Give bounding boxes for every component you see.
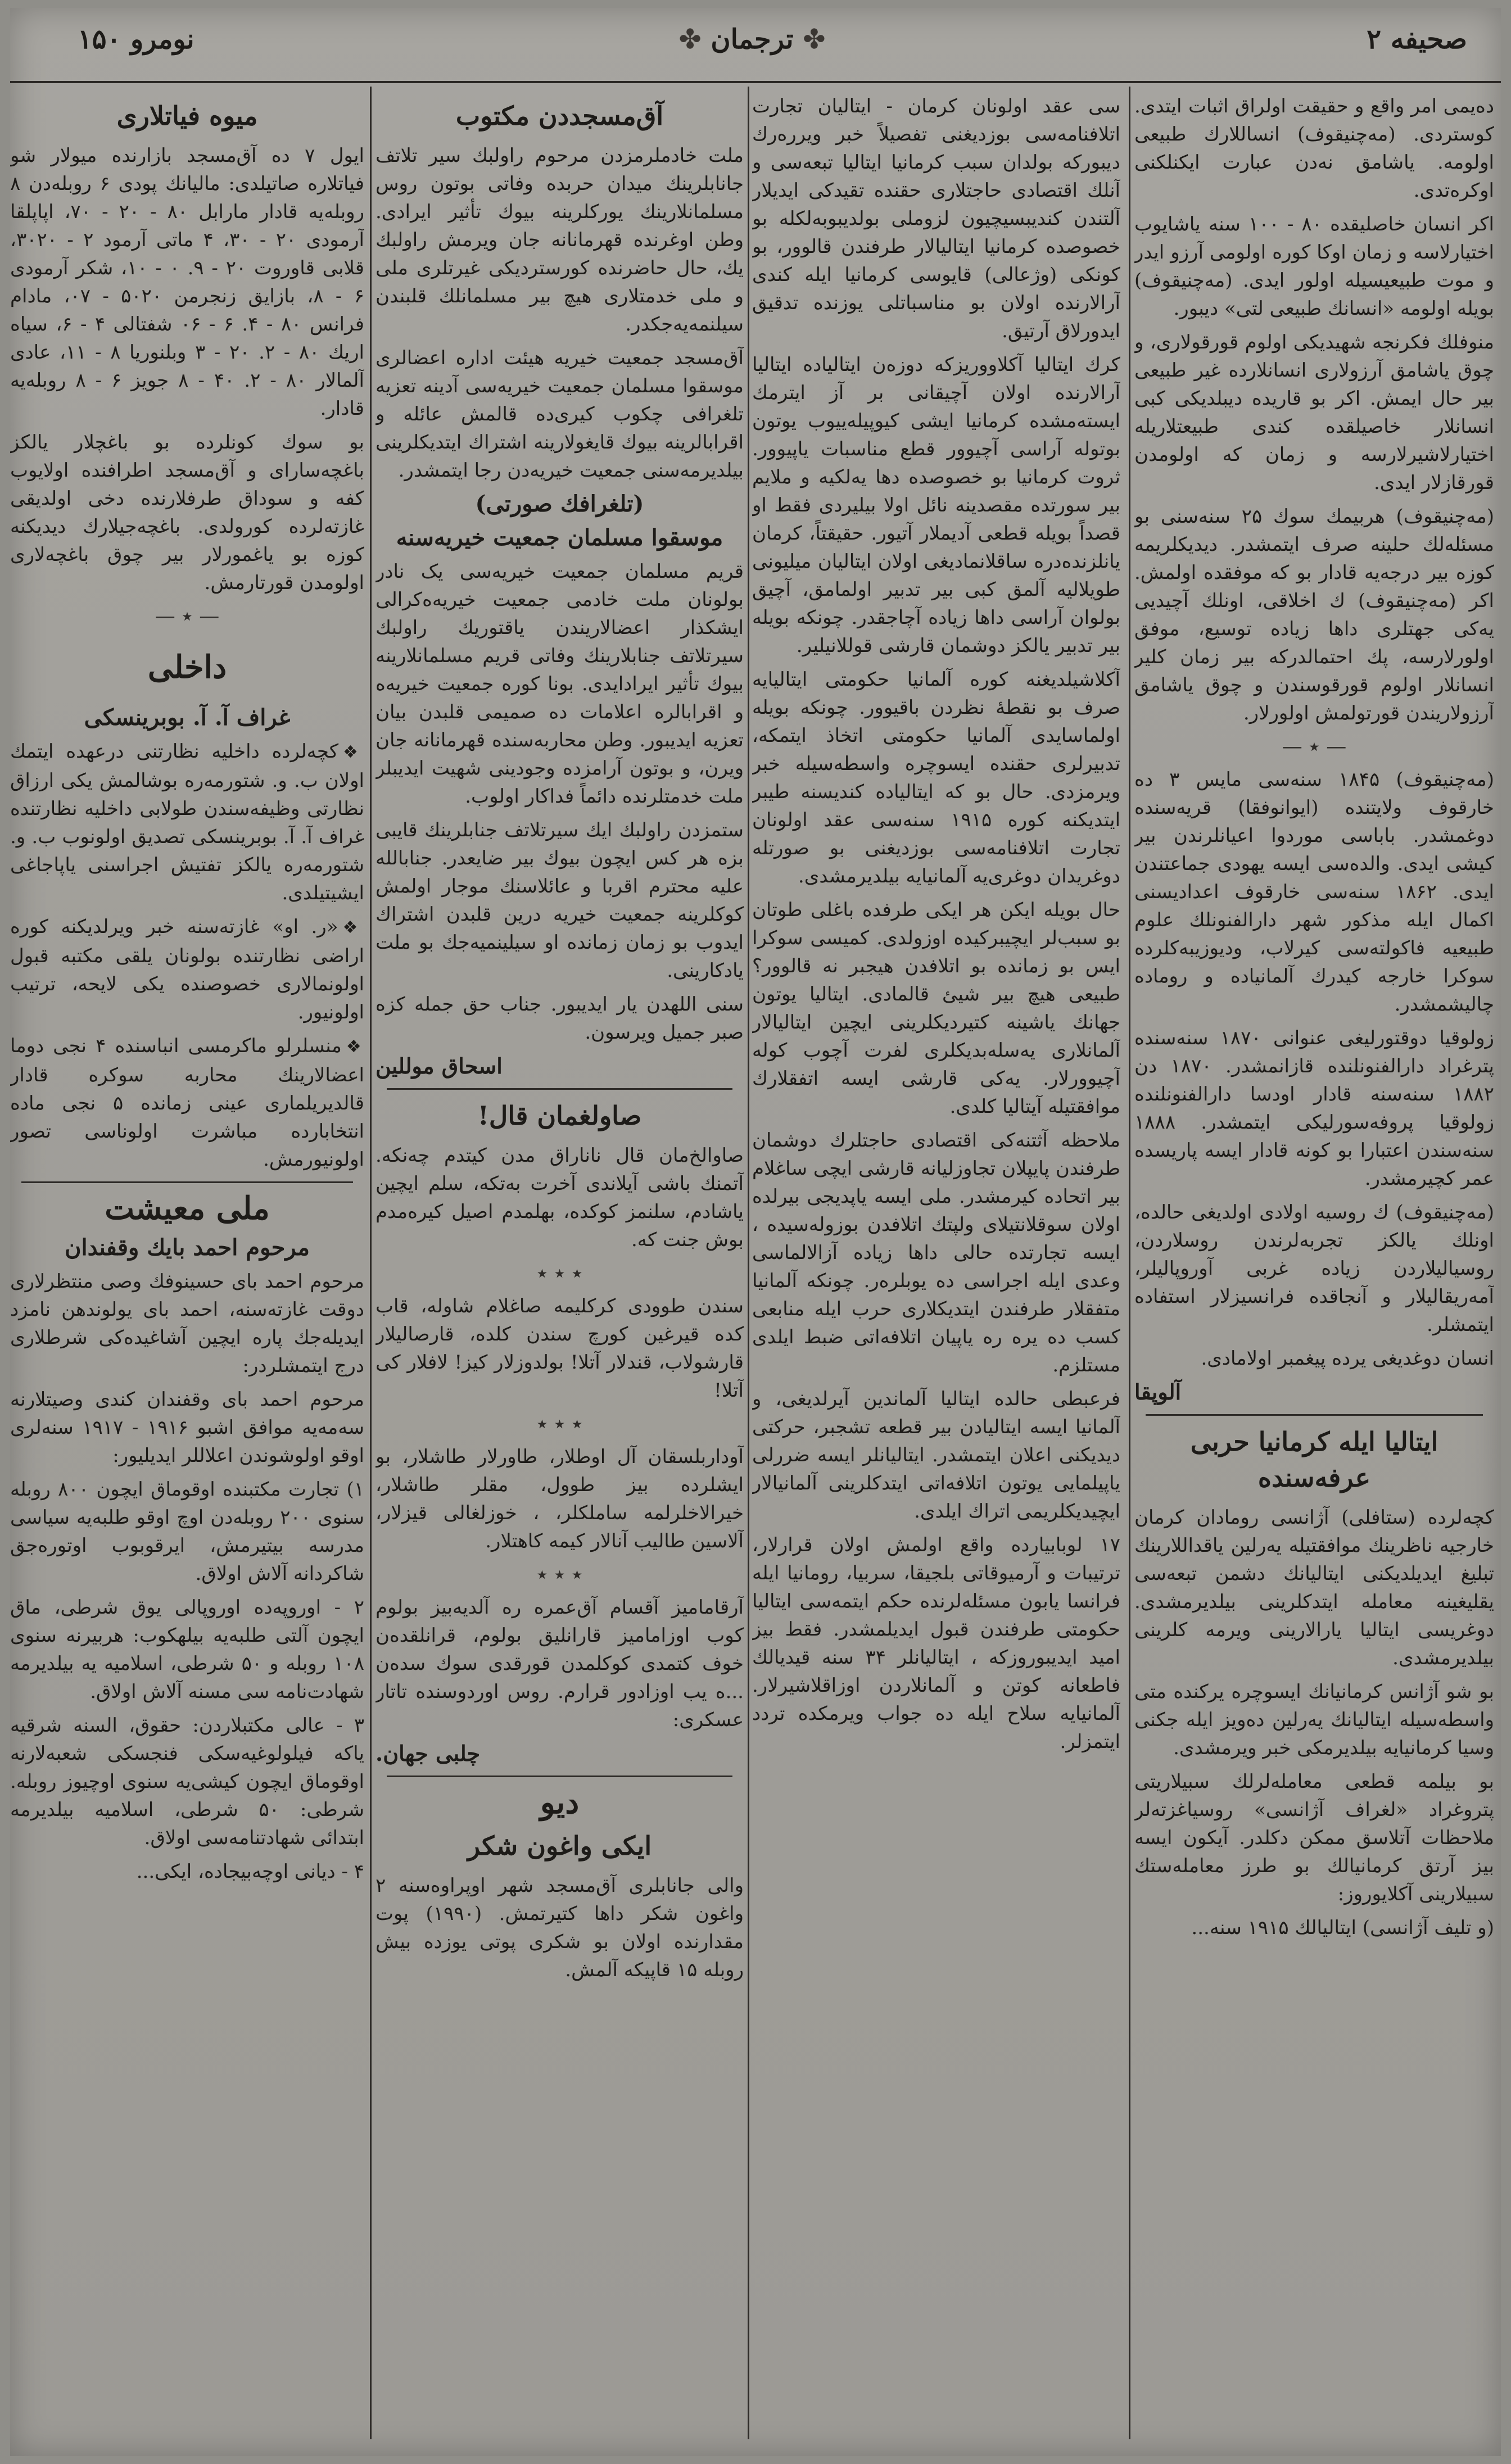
article-headline: میوه فیاتلاری: [116, 101, 258, 131]
separator: ٭ ٭ ٭: [536, 1563, 583, 1586]
divider: [387, 1088, 732, 1090]
paragraph: ۳ - عالی مکتبلاردن: حقوق، السنه شرقیه یاکه فیلولوغیه‌سکی فنجسکی شعبه‌لارنه اوقوماق ایچون کیشی‌یه سنوی اوچیوز روبله. شرطی: ۵۰ شرطی، اسلامیه بیلدیرمه ابتدائی شهادتنامه‌سی اولاق.: [10, 1714, 364, 1849]
paragraph: (مه‌چنیقوف) ۱۸۴۵ سنه‌سی مایس ۳ ده خارقوف ولایتنده (ایوانوفقا) قریه‌سنده دوغمشدر. باباسی موردوا اعیانلرندن بیر کیشی ایدی. والده‌سی ایسه یهودی جماعتندن ایدی. ۱۸۶۲ سنه‌سی خارقوف اعدادیسنی اکمال ایله مذکور شهر دارالفنونلك علوم طبیعیه فاکولته‌سی کیرلاب، ودیوزیبه‌کلرده سوکرا خارجه کیدرك آلمانیاده و روماده چالیشمشدر.: [1134, 768, 1494, 1016]
paragraph: ایول ۷ ده آق‌مسجد بازارنده میولار شو فیاتلاره صاتیلدی: مالیانك پودی ۶ روبله‌دن ۸ روبله‌یه قادار مارابل ۸۰ - ۲۰ - ۷۰، اپاپلقا آرمودی ۲۰ - ۳۰، ۴ ماتی آرمود ۲ - ۳۰۲۰، قلابی قاوروت ۲۰ - ۹. ۰ - ۱۰، شکر آرمودی ۶ - ۸، بازایق زنجرمن ۵۰۲۰ - ۰۷، مادام فرانس ۸۰ - ۴. ۶ - ۰۶ شفتالی ۴ - ۶، سیاه اریك ۸۰ - ۲. ۲۰ - ۳ وبلنوریا ۸ - ۱۱، عادی آلمالار ۸۰ - ۲. ۴۰ - ۸ جویز ۶ - ۸ روبله‌یه قادار.: [10, 144, 364, 420]
paragraph: [10, 737, 364, 907]
column-1: [1134, 92, 1494, 2434]
paragraph: کرك ایتالیا آکلاووریزکه دوزه‌ن ایتالیاده ایتالیا آرالارنده اولان آچیقانی بر آز ایترمك ایسته‌مشده کرمانیا ایشی کیوپیله‌ییوب یوتون بوتوله آراسی آچیوور قطع مناسبات یاپیوور. ثروت کرمانیا بو خصوصده دها یه‌لکیه و ملایم بیر سورتده مقصدینه نائل اولا بیلیردی فقط او قصداً بویله قطعی آدیملار آتیور. حقیقتاً، کرمان یانلزنده‌دره ساقلانمادیغی اولان ایتالیان میلیونی طویلالیه آلمق کبی بیر تدبیر اولمامق، آچیق بولوان آراسی داها زیاده آچاجقدر. چونکه بویله بیر تدبیر یالکز دوشمان قارشی قوللانیلیر.: [752, 354, 1120, 657]
poem-stanza: آرقامامیز آقسام آق‌عمره ره آلدیه‌بیز بولوم کوب اوزامامیز قارانلیق بولوم، قرانلقده‌ن خوف کتمدی کوکلمدن قورقدی سوك سده‌ن ...ه یب اوزادور قرارم. روس اوردوسنده تاتار عسکری:: [376, 1596, 744, 1731]
paragraph: ملاحظه آثتنه‌کی اقتصادی حاجتلرك دوشمان طرفندن پایپلان تجاوزلیانه قارشی ایچی ساغلام بیر اتحاده کیرمشدر. ملی ایسه یاپدیجی بیرلده اولان سوقلانتیلای ولپتك اتلافدن بوزوله‌سیده ، ایسه تجارتده حالی داها زیاده آزالالماسی وعدی ایله اجراسی ده یوبلره‌ر. چونکه آلمانیا متفقلار طرفندن ایتدیکلاری حرب ایله منابعی کسب ده یره ره یاپیان اتلافه‌اتی ضبط ایلدی مستلزم.: [752, 1129, 1120, 1376]
paragraph: بو شو آژانس کرمانیانك ایسوچره یرکنده متی واسطه‌سیله ایتالیانك یه‌رلین ده‌ویز ایله جکنی وسیا کرمانیایه بیلدیرمکی خبر ویرمشدی.: [1134, 1681, 1494, 1759]
section-heading: دیو: [540, 1784, 580, 1821]
paragraph: آق‌مسجد جمعیت خیریه هیئت اداره اعضالری موسقوا مسلمان جمعیت خیریه‌سی آدینه تعزیه تلغرافی چکوب کیری‌ده قالمش عائله و اقرابالرینه بیوك قایغولارینه اشتراك ایتدیکلرینی بیلدیرمه‌سنی جمعیت خیریه‌دن رجا ایتمشدر.: [376, 347, 744, 482]
paragraph: قریم مسلمان جمعیت خیریه‌سی یک نادر بولونان ملت خادمی جمعیت خیریه‌ه‌کرالی ایشکذار اعضالاریندن یاقتوریك راولبك سیرتلاتف جنابلارینك وفاتی قریم مسلمانلارینه بیوك تأثیر ایرادایدی. بونا کوره جمعیت خیریه‌ه و اقرابالره اعلامات ده صمیمی قلبدن بیان تعزیه ایدیبور. وطن محاربه‌سنده قهرمانانه جان ویرن، و بوتون آرامزده وجودینی شهیت ایدیبلر ملت خدمتلرنده دائماً فداکار اولوب.: [376, 560, 744, 808]
ornament-icon: ✤: [678, 24, 702, 55]
paragraph: فرعبطی حالده ایتالیا آلماندین آیرلدیغی، و آلمانیا ایسه ایتالیادن بیر قطعه تشجبر، حرکتی دیدیکنی اعلان ایتمشدر. ایتالیانلر ایسه ضررلی یاپیلمایی یوتون اتلافه‌اتی ایتدکلرینی آلمانیالار ایچیدیکلریمی اتراك ایلدی.: [752, 1388, 1120, 1523]
paragraph: ۱) تجارت مکتبنده اوقوماق ایچون ۸۰۰ روبله سنوی ۲۰۰ روبله‌دن اوچ اوقو طلبه‌یه‌ سیاسی مدرسه بیتیرمش، ایرقوبوب اوتوره‌جق شاکردانه آلاش اولاق.: [10, 1478, 364, 1585]
paragraph: مرحوم احمد بای حسینوفك وصی منتظرلاری دوقت غازته‌سنه، احمد بای یولوندهن نامزد ایدیله‌جك پاره ایچین آشاغیده‌کی شرطلاری درج ایتمشلردر:: [10, 1270, 364, 1377]
poem-stanza: سندن طوودی کرکلیمه صاغلام شاوله، قاب کده قیرغین کورچ سندن کلده، قارصالیلار قارشولاب، قندلار آتلا! بولدوزلار کیز! لافلار کی آتلا!: [376, 1295, 744, 1402]
column-3: [376, 92, 744, 2434]
poem-stanza: صاوالخ‌مان قال ناناراق مدن کیتدم چه‌نکه. آتمنك باشی آیلاندی آخرت به‌تکه، سلم ایچین یاشادم، سلنمز کوکده، بهلمدم اصیل کیره‌مدم بوش جنت که.: [376, 1144, 744, 1251]
author-signature: آلوپقا: [1134, 1379, 1182, 1405]
paragraph: والی جانابلری آق‌مسجد شهر اوپراوه‌سنه ۲ واغون شکر داها کتیرتمش. (۱۹۹۰) پوت مقدارنده اولان بو شکری پوتی یوزده بیش روبله ۱۵ قاپیکه آلمش.: [376, 1874, 744, 1981]
masthead: [10, 8, 1501, 83]
separator: — ٭ —: [155, 605, 220, 628]
bullet-icon: ❖: [342, 918, 364, 937]
column-rule: [370, 87, 372, 2439]
paragraph: (و تلیف آژانسی) ایتالیالك ۱۹۱۵ سنه...: [1191, 1917, 1494, 1939]
paragraph: ده‌یمی امر واقع و حقیقت اولراق اثبات ایتدی. کوستردی. (مه‌چنیقوف) انساللارك طبیعی اولومه. یاشامق نه‌دن عبارت ایکنلکنی اوکره‌تدی.: [1134, 95, 1494, 202]
paragraph: سی عقد اولونان کرمان - ایتالیان تجارت اتلافنامه‌سی بوزدیغنی تفصیلاً خبر ویرره‌رك دیبورکه بولدان سبب کرمانیا ایتالیا تبعه‌سی و آنلك اقتصادی حاجتلاری حقنده تقیدکی ایدیلار آلتندن کندیبسیچیون لزوملی بولدیبوبه‌لکله بو خصوصده کرمانیا ایتالیالار طرفندن قالوور، بو کونکی (وژعالی) قایوسی کرمانیا ایله کندی آرالارنده اولان بو مناسباتلی یوزنده تدقیق ایدورلاق آرتیق.: [752, 95, 1120, 342]
article-headline: ایکی واغون شکر: [467, 1831, 652, 1861]
column-4: [10, 92, 364, 2434]
paragraph-text: منسلرلو ماکرمسی انباسنده ۴ نجی دوما اعضالارینك محاربه سوکره قادار قالدیریلماری عینی زمانده ۵ نجی ماده انتخابارده مباشرت اولوناسی تصور اولونیورمش.: [10, 1035, 364, 1171]
divider: [21, 1181, 353, 1183]
page-number: صحیفه ۲: [1367, 24, 1467, 55]
subheading: موسقوا مسلمان جمعیت خیریه‌سنه: [396, 524, 723, 551]
author-signature: چلبی جهان.: [376, 1741, 481, 1766]
paragraph: انسان دوغدیغی یرده پیغمبر اولامادی.: [1201, 1347, 1494, 1370]
paragraph: منوفلك فکرنجه شهیدیکی اولوم قورقولاری، و چوق یاشامق آرزولاری انسانلارده غیر طبیعی بیر حال ایمش. اکر بو قاریده دیبلدیکی کبی انسانلار خاصیلقده کندی طبیعتلاریله اختیارلاشیرلارسه و زمان که اولومدن قورقازلار ایدی.: [1134, 331, 1494, 494]
bullet-icon: ❖: [346, 1037, 364, 1057]
divider: [387, 1775, 732, 1777]
paragraph: آکلاشیلدیغنه کوره آلمانیا حکومتی ایتالیایه صرف بو نقطهٔ نظردن باقیوور. چونکه بویله اولماسایدی آلمانیا حکومتی اتخاذ ایتمکه، تدبیرلری حقنده ایسوچره واسطه‌سیله خبر ویرمزدی. حال بو که ایتالیاده کندیسنه طیبر ایتدیکنه کوره ۱۹۱۵ سنه‌سی عقد اولونان تجارت اتلافنامه‌سی بوزدیغنی بو صورتله دوغریدان دوغری‌یه آلمانیایه بیلدیرمشدی.: [752, 668, 1120, 887]
paragraph-text: کچه‌لرده داخلیه نظارتنی درعهده ایتمك اولان ب. و. شتورمه‌ره بوشالمش یکی ارزاق نظارتی وظیفه‌سندن طولابی داخلیه نظارتنده غراف آ. آ. بوبرینسکی تصدیق اولونوب ب. و. شتورمه‌ره یالکز تفتیش اجراسنی یاپاجاغی ایشیتیلدی.: [10, 740, 364, 904]
newspaper-title: [662, 24, 842, 55]
subheading: غراف آ. آ. بوبرینسکی: [84, 704, 291, 731]
subheading: مرحوم احمد بایك وقفندان: [65, 1234, 310, 1261]
poem-stanza: آوداربلسقان آل اوطلار، طاورلار طاشلار، بو ایشلرده بیز طوول، مقلر طاشلار، خیرالاخلرلمه ساملکلر، ، خوزلغالی قیزلار، آلاسین طالیب آنالار کیمه کاهتلار.: [376, 1446, 744, 1552]
paragraph: (مه‌چنیقوف) ك روسیه اولادی اولدیغی حالده، اونلك یالکز تجربه‌لرندن روسلاردن، روسیالیلاردن زیاده غربی آوروپالیلر، آمه‌ریقالیلار و آنجاقده فرانسیزلار استفاده ایتمشلر.: [1134, 1201, 1494, 1336]
paragraph: ملت خادملرمزدن مرحوم راولبك سیر تلاتف جانابلرینك میدان حربده وفاتی بوتون روس مسلمانلارینك یورکلرینه بیوك تأثیر ایرادی. وطن اوغرنده قهرمانانه جان ویرمش راولبك یك، حال حاضرنده کورستردیکی غیرتلری ملی و ملی خدمتلاری هیچ بیر مسلمانلك قلبندن سیلنمه‌یه‌جکدر.: [376, 144, 744, 336]
ornament-icon: ✤: [803, 24, 826, 55]
paragraph: بو سوك کونلرده بو باغچلار یالکز باغچه‌سارای و آق‌مسجد اطرافنده اولایوب کفه و سوداق طرفلارنده دخی اولدیقی غازته‌لرده کورولدی. باغچه‌جیلارك دیدیکنه کوزه بو یاغمورلار بیر چوق باغچه‌لاری اولومدن قورتارمش.: [10, 431, 364, 594]
subheading: (تلغرافك صورتی): [475, 491, 644, 517]
column-rule: [1129, 87, 1130, 2439]
paragraph: [10, 913, 364, 1026]
paragraph: ستمزدن راولبك ایك سیرتلاتف جنابلرینك قایبی بزه هر کس ایچون بیوك بیر ضایعدر. جنابالله علیه محترم اقربا و عائلاسنك موجار اولمش کوکلرینه جمعیت خیریه درین قلبدن اشتراك ایدوب بو زمان زمانده او سیلینمیه‌جك بو ملت یادکارینی.: [376, 819, 744, 982]
paragraph: ۱۷ لوبابیارده واقع اولمش اولان قرارلار، ترتیبات و آرمیوقاتی بلجیقا، سربیا، رومانیا ایله فرانسا یابون مسئله‌لرنده حکم ایتمه‌سی ایتالیا حکومتی طرفندن قبول ایدیلمشدر. فقط بیز امید ایدیبوروزکه ، ایتالیانلر ۳۴ سنه قیدیالك فاطعانه کوتن و آلمانلاردن اوزاقلاشیرلار. آلمانیایه سلاح ایله ده جواب ویرمکده تردد ایتمزلر.: [752, 1534, 1120, 1753]
newspaper-page: [10, 8, 1501, 2456]
separator: — ٭ —: [1282, 735, 1347, 758]
column-2: [752, 92, 1120, 2434]
poem-title: صاولغمان قال!: [477, 1100, 642, 1131]
paragraph: سنی اللهدن یار ایدیبور. جناب حق جمله کزه صبر جمیل ویرسون.: [376, 993, 744, 1044]
paragraph: حال بویله ایکن هر ایکی طرفده باغلی طوتان بو سبب‌لر ایچیبرکیده اوزولدی. کمیسی سوکرا ایس بو زمانده بو اتلافدن هیجبر نه قالوور؟ طبیعی هیچ بیر شیئ قالمادی. ایتالیا یوتون جهانك یاشینه کتیردیکلرینی ایچین ایتالیالار آلمانلاری یه‌سله‌بدیکلری لفرت آچوب کوله آچیوورلار. یه‌کی قارشی ایسه اتفقلارك موافقتیله آیتالیا کلدی.: [752, 899, 1120, 1118]
article-headline: آق‌مسجددن مکتوب: [455, 101, 664, 131]
paragraph: ۴ - دیانی اوچه‌بیجاده، ایکی...: [136, 1860, 364, 1883]
paragraph: (مه‌چنیقوف) هربیمك سوك ۲۵ سنه‌سنی بو مسئله‌لك حلینه صرف ایتمشدر. دیدیکلریمه کوزه بیر درجه‌یه قادار بو که موفقده اولمش. اکر (مه‌چنیقوف) ك اخلاقی، اونلك آچیدیی یه‌کی جهتلری داها زیاده توسیع، موفق اولورلارسه، پك احتمالدرکه بیر زمان کلیر انسانلار اولوم قورقوسندن و چوق یاشامق آرزولاریندن قورتولمش اولورلار.: [1134, 505, 1494, 724]
paragraph: بو بیلمه قطعی معامله‌لرلك سبیلاریتی پتروغراد «لغراف آژانسی» روسیاغزته‌لر ملاحظات آتلاسق ممکن دکلدر. آیکون ایسه بیز آرتق کرمانیالك بو طرز معامله‌ستك سبیلارینی آکلایوروز:: [1134, 1770, 1494, 1905]
author-signature: اسحاق موللین: [376, 1053, 503, 1079]
divider: [1146, 1414, 1483, 1416]
bullet-icon: ❖: [343, 742, 364, 762]
paragraph: کچه‌لرده (ستافلی) آژانسی رومادان کرمان خارجیه ناظرینك موافقتیله یه‌رلین یاقداللارینك تبلیغ ایدیلدیکنی ایتالیانك دشمن تبعه‌سی یقلیغینه معامله ایتدکلرینی بیلدیرمشدی. دوغریسی ایتالیا یارالارینی ویرمه کلرینی بیلدیرمشدی.: [1134, 1506, 1494, 1669]
column-rule: [748, 87, 749, 2439]
section-heading: ملی معیشت: [105, 1190, 270, 1227]
paragraph: اکر انسان خاصلیقده ۸۰ - ۱۰۰ سنه یاشایوب اختیارلاسه و زمان اوکا کوره اولومی آرزو ایدر و موت طبیعیسیله اولور ایدی. (مه‌چنیقوف) بویله اولومه «انسانك طبیعی لتی» دیبور.: [1134, 213, 1494, 320]
section-heading: داخلی: [147, 649, 227, 686]
article-headline: ایتالیا ایله کرمانیا حربی عرفه‌سنده: [1190, 1426, 1438, 1493]
separator: ٭ ٭ ٭: [536, 1262, 583, 1285]
paragraph: زولوقیا دوقتورلیغی عنوانی ۱۸۷۰ سنه‌سنده پترغراد دارالفنونلنده قازانمشدر. ۱۸۷۰ دن ۱۸۸۲ سنه‌سنه قادار اودسا دارالفنونلنده زولوقیا پروفه‌سورلیکی ایتمشدر. ۱۸۸۸ سنه‌سندن اعتبارا بو کونه قادار ایسه پاریسده عمر کچیرمشدر.: [1134, 1027, 1494, 1190]
issue-number: نومرو ۱۵۰: [78, 24, 194, 55]
separator: ٭ ٭ ٭: [536, 1412, 583, 1435]
paragraph: مرحوم احمد بای وقفندان کندی وصیتلارنه سه‌مه‌یه موافق اشبو ۱۹۱۶ - ۱۹۱۷ سنه‌لری اوقو اولوشوندن اعلاللر ایدیلیور:: [10, 1388, 364, 1467]
paragraph-text: «ر. او» غازته‌سنه خبر ویرلدیکنه کوره اراضی نظارتنده بولونان یلقی مکتبه قبول اولونمالاری خصوصنده یکی لایحه، ترتیب اولونیور.: [10, 916, 364, 1023]
paragraph: [10, 1032, 364, 1174]
paragraph: ۲ - اوروپه‌ده اوروپالی یوق شرطی، ماق ایچون آلتی طلبه‌یه بیلهکوب: هربیرنه سنوی ۱۰۸ روبله و ۵۰ شرطی، اسلامیه یه بیلدیرمه شهادت‌نامه سی مسنه آلاش اولاق.: [10, 1596, 364, 1703]
title-text: ترجمان: [711, 24, 794, 55]
